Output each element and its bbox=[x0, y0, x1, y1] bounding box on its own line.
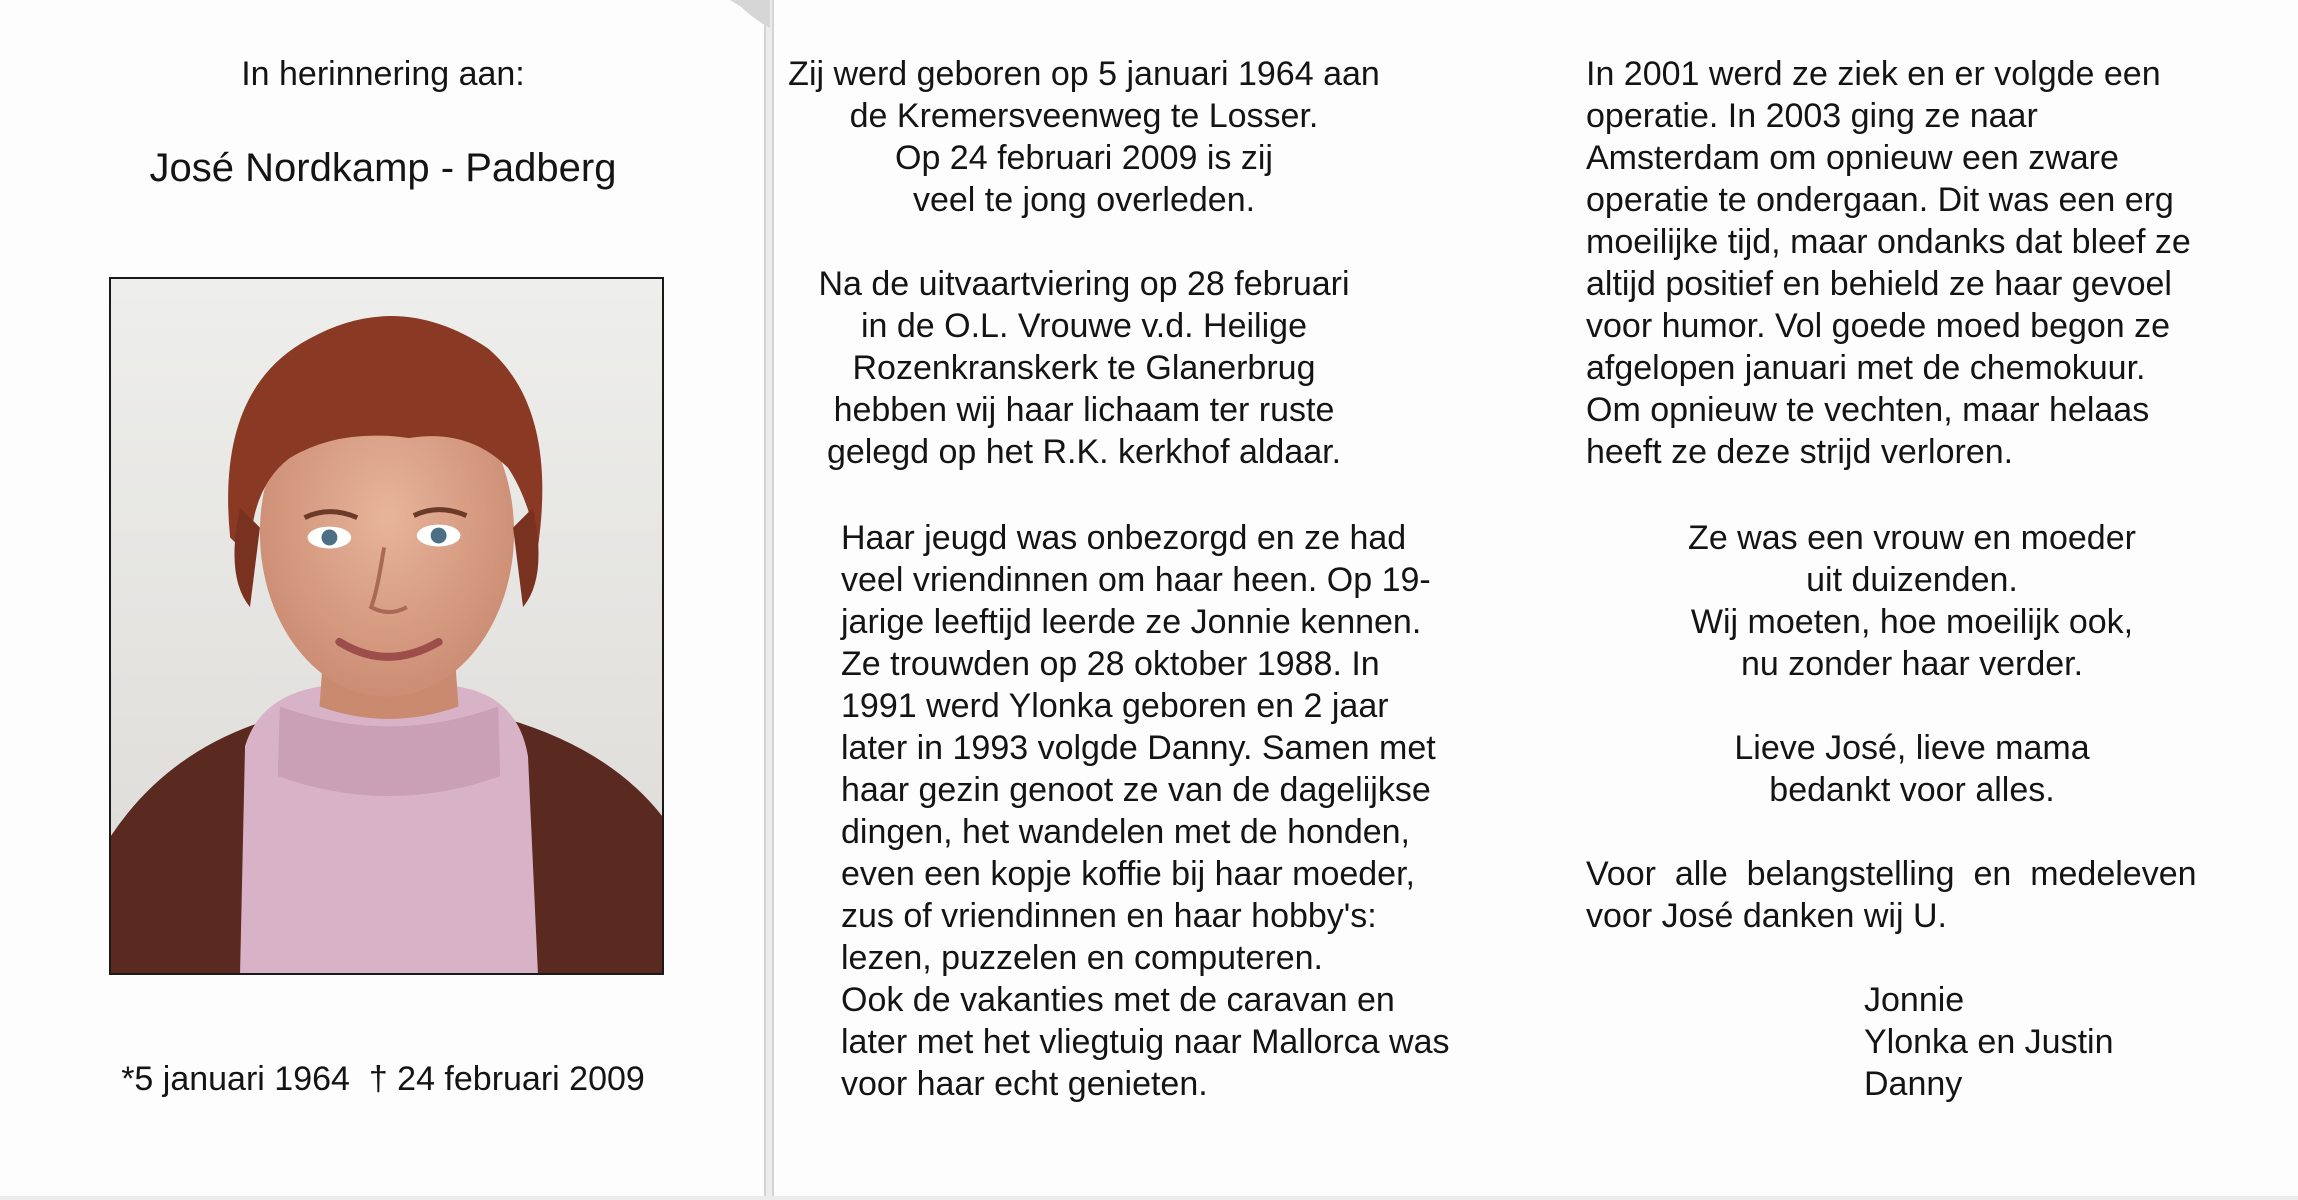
verse1-line3: Wij moeten, hoe moeilijk ook, bbox=[1690, 603, 2134, 641]
middle-para2-line1: Na de uitvaartviering op 28 februari bbox=[818, 265, 1350, 303]
middle-para3-line6: later in 1993 volgde Danny. Samen met bbox=[841, 729, 1436, 767]
middle-para3-line10: zus of vriendinnen en haar hobby's: bbox=[841, 897, 1377, 935]
portrait-photo bbox=[109, 277, 664, 975]
middle-para3-line8: dingen, het wandelen met de honden, bbox=[841, 813, 1411, 851]
right-para1-line6: altijd positief en behield ze haar gevoel bbox=[1586, 265, 2172, 303]
middle-para2-line3: Rozenkranskerk te Glanerbrug bbox=[852, 349, 1316, 387]
verse2-line2: bedankt voor alles. bbox=[1769, 771, 2055, 809]
card-right-panel bbox=[772, 0, 2298, 1196]
middle-para2-line2: in de O.L. Vrouwe v.d. Heilige bbox=[860, 307, 1307, 345]
verse1-line2: uit duizenden. bbox=[1806, 561, 2018, 599]
right-para1-line2: operatie. In 2003 ging ze naar bbox=[1586, 97, 2038, 135]
middle-para1-line2: de Kremersveenweg te Losser. bbox=[849, 97, 1319, 135]
intro-text: In herinnering aan: bbox=[241, 55, 525, 93]
middle-para3-line4: Ze trouwden op 28 oktober 1988. In bbox=[841, 645, 1380, 683]
signature-jonnie: Jonnie bbox=[1864, 981, 1965, 1019]
verse1-line1: Ze was een vrouw en moeder bbox=[1688, 519, 2136, 557]
right-para1-line3: Amsterdam om opnieuw een zware bbox=[1586, 139, 2119, 177]
middle-para2-line5: gelegd op het R.K. kerkhof aldaar. bbox=[826, 433, 1342, 471]
middle-para3-line13: later met het vliegtuig naar Mallorca was bbox=[841, 1023, 1450, 1061]
thanks-line1: Voor alle belangstelling en medeleven bbox=[1586, 855, 2197, 893]
middle-para3-line2: veel vriendinnen om haar heen. Op 19- bbox=[841, 561, 1431, 599]
right-para1-line10: heeft ze deze strijd verloren. bbox=[1586, 433, 2014, 471]
middle-para3-line3: jarige leeftijd leerde ze Jonnie kennen. bbox=[841, 603, 1422, 641]
portrait-illustration bbox=[111, 279, 662, 973]
middle-para1-line1: Zij werd geboren op 5 januari 1964 aan bbox=[788, 55, 1380, 93]
life-dates: *5 januari 1964 † 24 februari 2009 bbox=[121, 1060, 645, 1098]
middle-para3-line5: 1991 werd Ylonka geboren en 2 jaar bbox=[841, 687, 1389, 725]
middle-para3-line7: haar gezin genoot ze van de dagelijkse bbox=[841, 771, 1431, 809]
right-para1-line8: afgelopen januari met de chemokuur. bbox=[1586, 349, 2146, 387]
middle-para3-line9: even een kopje koffie bij haar moeder, bbox=[841, 855, 1415, 893]
middle-para3-line12: Ook de vakanties met de caravan en bbox=[841, 981, 1395, 1019]
right-para1-line1: In 2001 werd ze ziek en er volgde een bbox=[1586, 55, 2161, 93]
verse1-line4: nu zonder haar verder. bbox=[1740, 645, 2084, 683]
middle-para1-line4: veel te jong overleden. bbox=[912, 181, 1256, 219]
right-para1-line7: voor humor. Vol goede moed begon ze bbox=[1586, 307, 2171, 345]
right-para1-line5: moeilijke tijd, maar ondanks dat bleef ze bbox=[1586, 223, 2191, 261]
middle-para1-line3: Op 24 februari 2009 is zij bbox=[895, 139, 1273, 177]
signature-danny: Danny bbox=[1864, 1065, 1963, 1103]
right-para1-line4: operatie te ondergaan. Dit was een erg bbox=[1586, 181, 2174, 219]
signature-ylonka-justin: Ylonka en Justin bbox=[1864, 1023, 2114, 1061]
verse2-line1: Lieve José, lieve mama bbox=[1734, 729, 2090, 767]
card-left-panel bbox=[0, 0, 766, 1196]
middle-para3-line11: lezen, puzzelen en computeren. bbox=[841, 939, 1323, 977]
deceased-name: José Nordkamp - Padberg bbox=[149, 146, 617, 190]
thanks-line2: voor José danken wij U. bbox=[1586, 897, 1947, 935]
middle-para3-line14: voor haar echt genieten. bbox=[841, 1065, 1208, 1103]
right-para1-line9: Om opnieuw te vechten, maar helaas bbox=[1586, 391, 2150, 429]
middle-para2-line4: hebben wij haar lichaam ter ruste bbox=[833, 391, 1335, 429]
middle-para3-line1: Haar jeugd was onbezorgd en ze had bbox=[841, 519, 1407, 557]
card-fold-mark bbox=[700, 0, 770, 30]
